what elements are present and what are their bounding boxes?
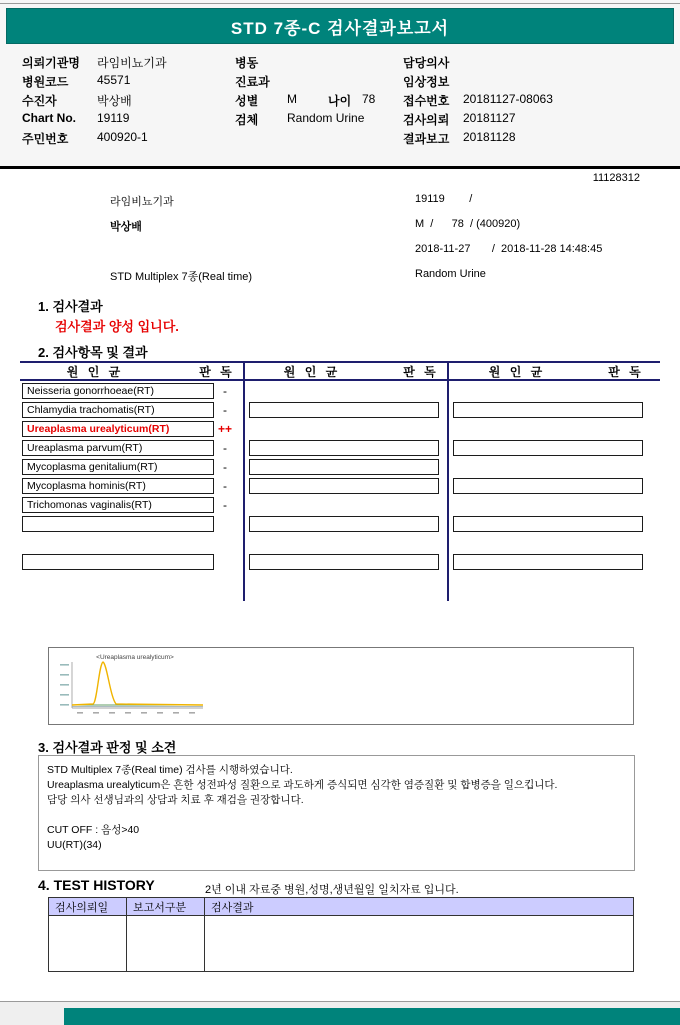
pcr-chart-thumbnail [55,650,207,724]
title-banner [6,8,674,44]
sex-value: M [287,92,297,106]
organism-name: Ureaplasma urealyticum(RT) [27,423,170,435]
resident-no-value: 400920-1 [97,130,148,144]
empty-organism-box [453,402,643,418]
table-divider-1 [243,361,245,601]
document-number: 11128312 [592,172,640,184]
history-col-request-date: 검사의뢰일 [49,898,127,916]
clinic-name-label: 의뢰기관명 [22,56,80,70]
age-value: 78 [362,92,376,106]
table-divider-2 [447,361,449,601]
history-cell [127,916,205,972]
reading-header-2: 판 독 [403,365,439,379]
report-title: STD 7종-C 검사결과보고서 [230,18,450,38]
comment-line: CUT OFF : 음성>40 [47,824,140,836]
clinic-name-value: 라임비뇨기과 [97,56,167,70]
organism-header-2: 원 인 균 [283,365,341,379]
organism-row [22,402,214,418]
organism-name: Ureaplasma parvum(RT) [27,442,143,454]
report-date-value: 20181128 [463,130,516,144]
comment-line [47,808,626,823]
reading-value: - [223,498,227,512]
history-table [48,897,634,972]
reading-value: - [223,479,227,493]
bottom-rule [0,1001,680,1002]
organism-header-3: 원 인 균 [488,365,546,379]
organism-row [22,440,214,456]
reading-value: - [223,460,227,474]
empty-organism-box [453,516,643,532]
history-cell [49,916,127,972]
organism-name: Chlamydia trachomatis(RT) [27,404,155,416]
comment-line: 담당 의사 선생님과의 상담과 치료 후 재검을 권장합니다. [47,794,304,806]
pcr-chart-box [48,647,634,725]
comment-line: UU(RT)(34) [47,839,102,851]
chart-no-label: Chart No. [22,111,76,125]
footer-bar [64,1008,680,1025]
reading-header-1: 판 독 [199,365,235,379]
organism-name: Trichomonas vaginalis(RT) [27,499,152,511]
empty-organism-box [249,459,439,475]
organism-row [22,421,214,437]
organism-row [22,383,214,399]
history-note: 2년 이내 자료중 병원,성명,생년월일 일치자료 입니다. [205,884,459,896]
overlay-test-name: STD Multiplex 7종(Real time) [110,271,253,283]
sex-label: 성별 [235,94,259,108]
reading-value: - [223,441,227,455]
empty-organism-box [453,554,643,570]
section2-heading: 2. 검사항목 및 결과 [38,345,148,360]
empty-organism-box [249,402,439,418]
section3-heading: 3. 검사결과 판정 및 소견 [38,740,177,755]
patient-value: 박상배 [97,94,132,108]
overall-result-text: 검사결과 양성 입니다. [55,319,179,334]
history-col-report-type: 보고서구분 [127,898,205,916]
reading-value: - [223,384,227,398]
organism-name: Mycoplasma hominis(RT) [27,480,146,492]
clinical-info-label: 임상정보 [403,75,450,89]
hospital-code-label: 병원코드 [22,75,69,89]
receipt-no-value: 20181127-08063 [463,92,553,106]
reading-value: ++ [217,422,232,436]
overlay-clinic: 라임비뇨기과 [110,196,174,208]
ward-label: 병동 [235,56,259,70]
reading-header-3: 판 독 [608,365,644,379]
reading-value: - [223,403,227,417]
empty-organism-box [249,516,439,532]
comment-line: Ureaplasma urealyticum은 흔한 성전파성 질환으로 과도하게 증식되면 심각한 염증질환 및 합병증을 일으킵니다. [47,779,558,791]
empty-organism-box [249,478,439,494]
comment-box [38,755,635,871]
overlay-specimen: Random Urine [415,268,486,280]
comment-line: STD Multiplex 7종(Real time) 검사를 시행하였습니다. [47,764,293,776]
age-label: 나이 [328,94,352,108]
header-divider [0,166,680,169]
receipt-no-label: 접수번호 [403,94,450,108]
empty-organism-box [453,478,643,494]
request-date-label: 검사의뢰 [403,113,450,127]
organism-name: Mycoplasma genitalium(RT) [27,461,158,473]
history-empty-row [49,916,634,972]
patient-label: 수진자 [22,94,57,108]
history-col-result: 검사결과 [205,898,634,916]
empty-organism-box [249,554,439,570]
empty-organism-box [22,516,214,532]
history-header-row [49,898,634,916]
hospital-code-value: 45571 [97,73,131,87]
specimen-value: Random Urine [287,111,365,125]
chart-no-value: 19119 [97,111,130,125]
overlay-dates: 2018-11-27 / 2018-11-28 14:48:45 [415,243,603,255]
organism-row [22,478,214,494]
empty-organism-box [453,440,643,456]
request-date-value: 20181127 [463,111,516,125]
organism-name: Neisseria gonorrhoeae(RT) [27,385,155,397]
organism-header-1: 원 인 균 [66,365,124,379]
chart-caption: <Ureaplasma urealyticum> [96,654,174,661]
resident-no-label: 주민번호 [22,132,69,146]
section1-heading: 1. 검사결과 [38,299,103,314]
report-date-label: 결과보고 [403,132,450,146]
department-label: 진료과 [235,75,270,89]
doctor-label: 담당의사 [403,56,450,70]
history-cell [205,916,634,972]
overlay-patient: 박상배 [110,221,142,233]
overlay-chart-no: 19119 / [415,193,473,205]
empty-organism-box [22,554,214,570]
overlay-sex-age: M / 78 / (400920) [415,218,521,230]
organism-row [22,497,214,513]
empty-organism-box [249,440,439,456]
section4-heading: 4. TEST HISTORY [38,877,155,893]
organism-row [22,459,214,475]
top-rule [0,3,680,4]
amplification-curve [72,662,203,705]
specimen-label: 검체 [235,113,259,127]
